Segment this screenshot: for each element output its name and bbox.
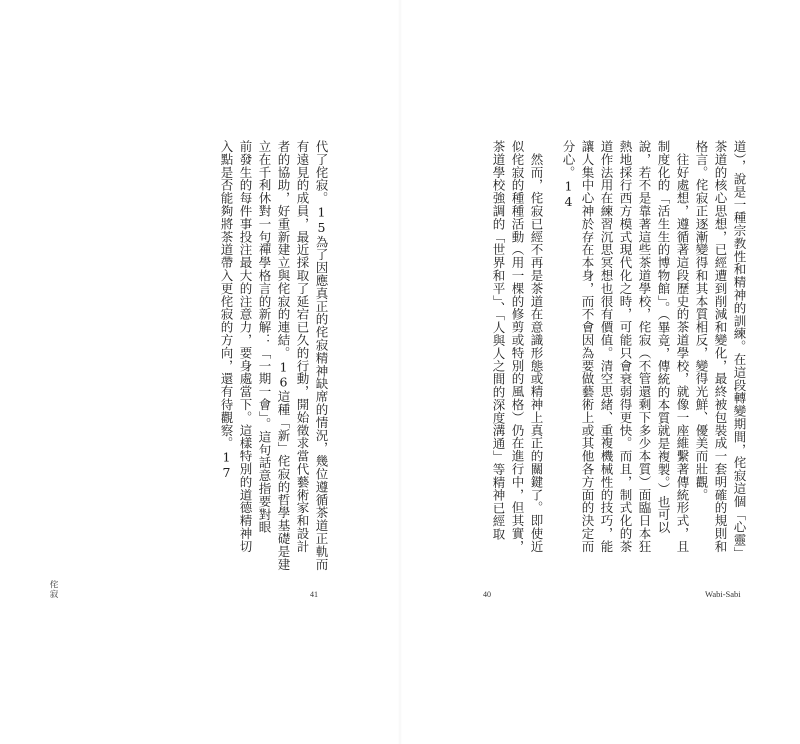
left-page-line-2: 有遠見的成員，最近採取了延宕已久的行動，開始徵求當代藝術家和設計 [295,140,310,553]
right-running-head: Wabi-Sabi [705,589,741,599]
right-page-line-4: 往好處想，遵循著這段歷史的茶道學校，就像一座維繫著傳統形式，且 [675,140,690,553]
left-page-line-6: 入點是否能夠將茶道帶入更侘寂的方向，還有待觀察。17 [219,140,234,481]
right-page-line-9: 讓人集中心神於存在本身，而不會因為要做藝術上或其他各方面的決定而 [580,140,595,553]
right-page-line-1: 道），說是一種宗教性和精神的訓練。在這段轉變期間，侘寂這個「心靈」 [732,140,747,560]
right-page-line-5: 制度化的「活生生的博物館」。（畢竟，傳統的本質就是複製。）也可以 [656,140,671,535]
left-page-line-5: 前發生的每件事投注最大的注意力，要身處當下。這樣特別的道德精神切 [238,140,253,553]
right-page-line-7: 熱地採行西方模式現代化之時，可能只會衰弱得更快。而且，制式化的茶 [618,140,633,553]
right-page-number: 40 [483,590,491,599]
left-page-line-1: 代了侘寂。15為了因應真正的侘寂精神缺席的情況，幾位遵循茶道正軌而 [314,140,329,571]
left-page-number: 41 [310,590,318,599]
left-page-line-3: 者的協助，好重新建立與侘寂的連結。16這種「新」侘寂的哲學基礎是建 [276,140,291,571]
right-page-line-3: 格言。侘寂正逐漸變得和其本質相反，變得光鮮、優美而壯觀。 [694,140,709,502]
left-running-head: 侘寂 [48,580,58,599]
right-page-line-8: 道作法用在練習沉思冥想也很有價值。清空思緒、重複機械性的技巧，能 [599,140,614,553]
right-page-line-12: 似侘寂的種種活動（用一棵的修剪或特別的風格）仍在進行中，但其實， [510,140,525,553]
right-page-line-2: 茶道的核心思想，已經遭到削減和變化，最終被包裝成一套明確的規則和 [713,140,728,553]
right-page-line-11: 然而，侘寂已經不再是茶道在意識形態或精神上真正的關鍵了。即使近 [529,140,544,553]
right-page-line-6: 說，若不是靠著這些茶道學校，侘寂（不管還剩下多少本質）面臨日本狂 [637,140,652,553]
left-page-line-4: 立在千利休對一句禪學格言的新解：「一期一會」。這句話意指要對眼 [257,140,272,534]
right-page-line-13: 茶道學校強調的「世界和平」、「人與人之間的深度溝通」等精神已經取 [491,140,506,541]
right-page-line-10: 分心。14 [561,140,576,210]
